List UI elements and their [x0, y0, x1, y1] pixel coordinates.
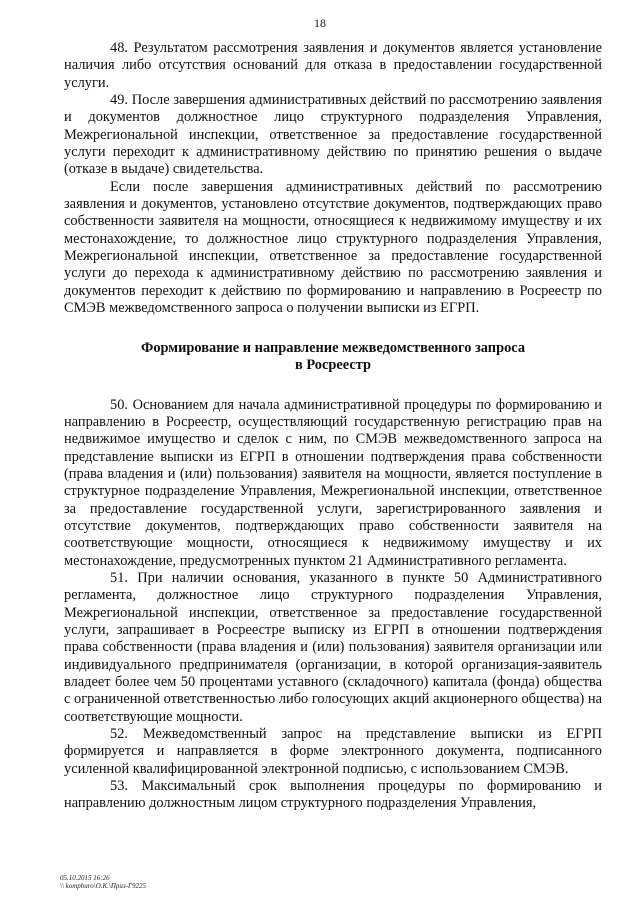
section-heading	[64, 340, 602, 375]
footer-timestamp: 05.10.2015 16:26	[60, 874, 110, 882]
document-body	[64, 40, 602, 813]
paragraph-49-continued: Если после завершения административных действий по рассмотрению заявления и документов, установлено отсутствие документов, подтверждающих право собственности заявителя на мощности, относящиеся к недвижимому имуществу и их местонахождение, то должностное лицо структурного подразделения Управления, Межрегиональной инспекции, ответственное за предоставление государственной услуги до перехода к административному действию по рассмотрению заявления и документов переходит к действию по формированию и направлению в Росреестр по СМЭВ межведомственного запроса о получении выписки из ЕГРП.	[64, 178, 602, 317]
paragraph-48: 48. Результатом рассмотрения заявления и документов является установление наличия либо отсутствия оснований для отказа в предоставлении государственной услуги.	[64, 40, 602, 91]
paragraph-52: 52. Межведомственный запрос на представление выписки из ЕГРП формируется и направляется в форме электронного документа, подписанного усиленной квалифицированной электронной подписью, с использованием СМЭВ.	[64, 726, 602, 777]
paragraph-51: 51. При наличии основания, указанного в пункте 50 Административного регламента, должностное лицо структурного подразделения Управления, Межрегиональной инспекции, ответственное за предоставление государственной услуги, запрашивает в Росреестре выписку из ЕГРП в отношении подтверждения права собственности (права владения и (или) пользования) заявителя организации или индивидуального предпринимателя (организации, в которой организация-заявитель владеет более чем 50 процентами уставного (складочного) капитала (фонда) общества с ограниченной ответственностью либо голосующих акций акционерного общества) на соответствующие мощности.	[64, 569, 602, 725]
paragraph-50: 50. Основанием для начала административной процедуры по формированию и направлению в Росреестр, осуществляющий государственную регистрацию прав на недвижимое имущество и сделок с ним, по СМЭВ межведомственного запроса на представление выписки из ЕГРП в отношении подтверждения права собственности (права владения и (или) пользования) заявителя на мощности, является поступление в структурное подразделение Управления, Межрегиональной инспекции, ответственное за предоставление государственной услуги, зарегистрированного заявления и отсутствие документов, подтверждающих право собственности заявителя на соответствующие мощности, относящиеся к недвижимому имуществу и их местонахождение, предусмотренных пунктом 21 Административного регламента.	[64, 396, 602, 569]
paragraph-49: 49. После завершения административных действий по рассмотрению заявления и документов должностное лицо структурного подразделения Управления, Межрегиональной инспекции, ответственное за предоставление государственной услуги переходит к административному действию по принятию решения о выдаче (отказе в выдаче) свидетельства.	[64, 92, 602, 178]
section-heading-line1: Формирование и направление межведомственного запроса	[140, 339, 526, 356]
page-number: 18	[314, 16, 326, 30]
document-footer	[60, 874, 146, 890]
paragraph-53: 53. Максимальный срок выполнения процедуры по формированию и направлению должностным лицом структурного подразделения Управления,	[64, 778, 602, 812]
footer-file-path: \\ kompburo\O.K.\Приз-Г9225	[60, 882, 146, 890]
section-heading-line2: в Росреестр	[295, 357, 371, 373]
